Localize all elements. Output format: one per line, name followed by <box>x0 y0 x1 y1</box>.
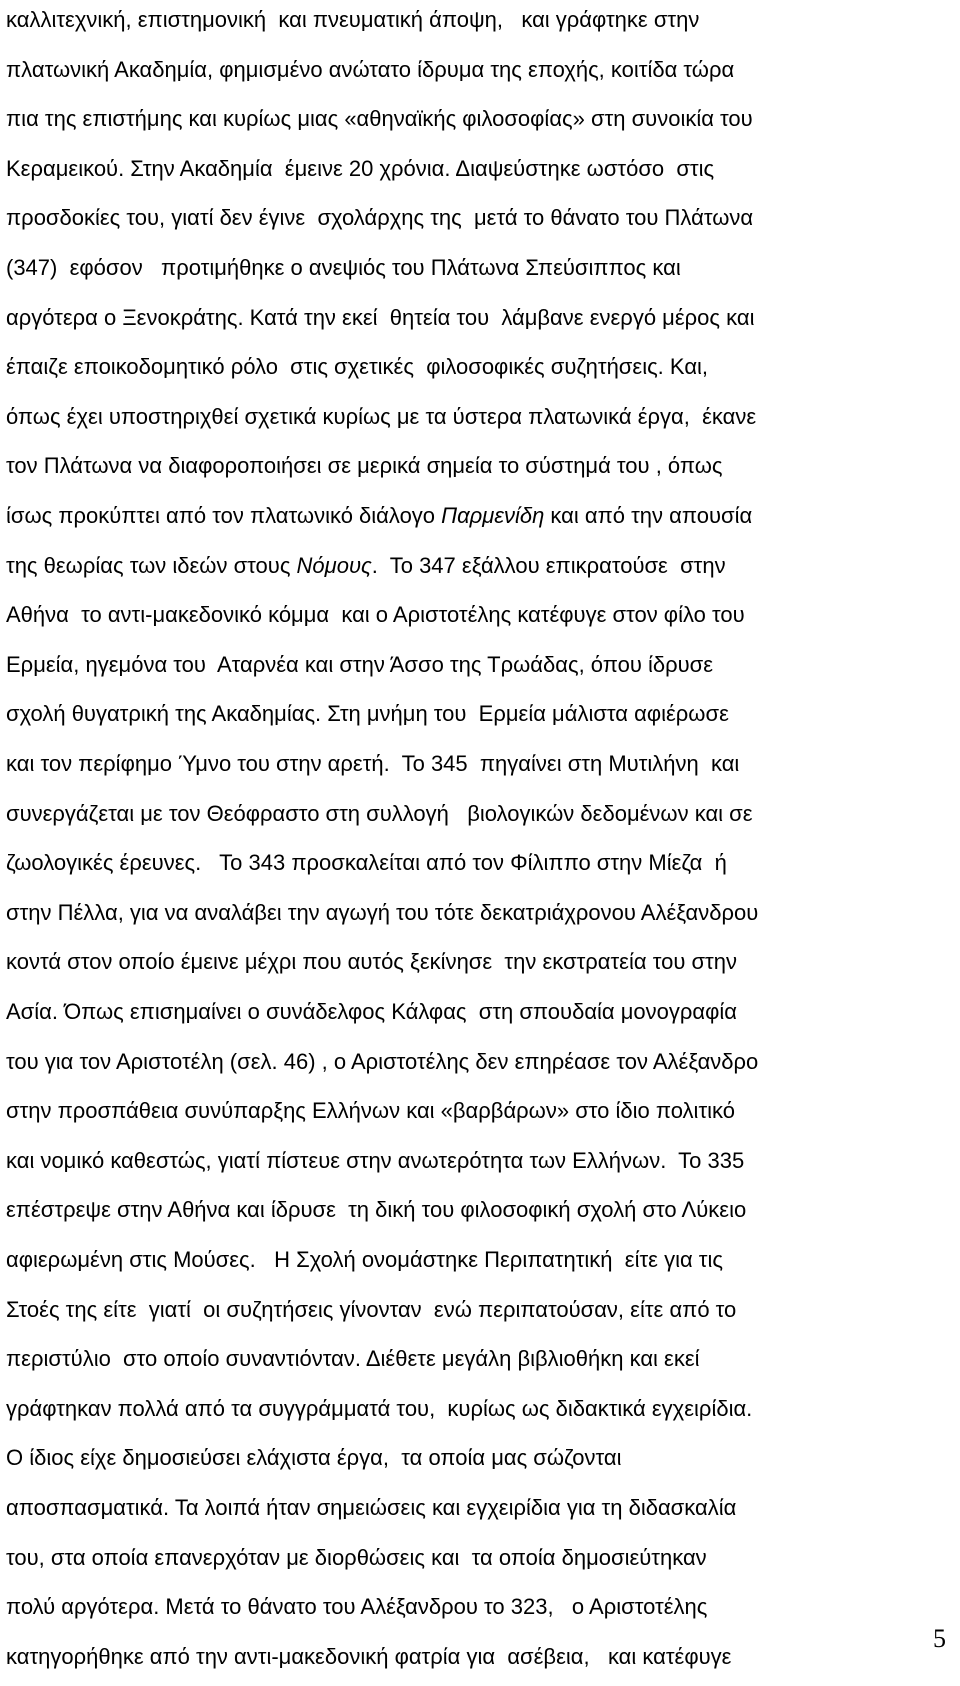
text-segment: . Το 347 εξάλλου επικρατούσε στην <box>371 552 726 578</box>
text-line: σχολή θυγατρική της Ακαδημίας. Στη μνήμη του Ερμεία μάλιστα αφιέρωσε <box>6 701 729 727</box>
text-line <box>6 502 752 530</box>
text-line: ζωολογικές έρευνες. Το 343 προσκαλείται από τον Φίλιππο στην Μίεζα ή <box>6 850 727 876</box>
text-line: και νομικό καθεστώς, γιατί πίστευε στην ανωτερότητα των Ελλήνων. Το 335 <box>6 1147 745 1173</box>
text-line: επέστρεψε στην Αθήνα και ίδρυσε τη δική του φιλοσοφική σχολή στο Λύκειο <box>6 1197 747 1223</box>
text-line: (347) εφόσον προτιμήθηκε ο ανεψιός του Πλάτωνα Σπεύσιππος και <box>6 255 681 280</box>
text-line: Ερμεία, ηγεμόνα του Αταρνέα και στην Άσσο της Τρωάδας, όπου ίδρυσε <box>6 651 714 677</box>
text-line: κοντά στον οποίο έμεινε μέχρι που αυτός ξεκίνησε την εκστρατεία του στην <box>6 949 737 975</box>
text-line: του για τον Αριστοτέλη (σελ. 46) , ο Αριστοτέλης δεν επηρέασε τον Αλέξανδρο <box>6 1048 759 1074</box>
text-line: στην Πέλλα, για να αναλάβει την αγωγή του τότε δεκατριάχρονου Αλέξανδρου <box>6 899 759 925</box>
text-line: αργότερα ο Ξενοκράτης. Κατά την εκεί θητεία του λάμβανε ενεργό μέρος και <box>6 304 755 330</box>
text-segment: της θεωρίας των ιδεών στους <box>6 552 297 578</box>
text-line <box>6 552 726 580</box>
text-line: περιστύλιο στο οποίο συναντιόνταν. Διέθετε μεγάλη βιβλιοθήκη και εκεί <box>6 1346 700 1372</box>
text-line: και τον περίφημο Ύμνο του στην αρετή. Το 345 πηγαίνει στη Μυτιλήνη και <box>6 751 740 776</box>
text-segment: ίσως προκύπτει από τον πλατωνικό διάλογο <box>6 503 442 528</box>
text-line: έπαιζε εποικοδομητικό ρόλο στις σχετικές φιλοσοφικές συζητήσεις. Και, <box>6 354 709 380</box>
text-line: γράφτηκαν πολλά από τα συγγράμματά του, κυρίως ως διδακτικά εγχειρίδια. <box>6 1395 753 1421</box>
text-line: πλατωνική Ακαδημία, φημισμένο ανώτατο ίδρυμα της εποχής, κοιτίδα τώρα <box>6 56 735 82</box>
text-line: Κεραμεικού. Στην Ακαδημία έμεινε 20 χρόνια. Διαψεύστηκε ωστόσο στις <box>6 155 715 181</box>
italic-title: Παρμενίδη <box>441 503 545 528</box>
text-line: Αθήνα το αντι-μακεδονικό κόμμα και ο Αριστοτέλης κατέφυγε στον φίλο του <box>6 602 745 628</box>
text-line: όπως έχει υποστηριχθεί σχετικά κυρίως με τα ύστερα πλατωνικά έργα, έκανε <box>6 403 757 429</box>
text-line: πια της επιστήμης και κυρίως μιας «αθηναϊκής φιλοσοφίας» στη συνοικία του <box>6 106 753 132</box>
text-line: πολύ αργότερα. Μετά το θάνατο του Αλέξανδρου το 323, ο Αριστοτέλης <box>6 1594 708 1620</box>
text-line: στην προσπάθεια συνύπαρξης Ελλήνων και «βαρβάρων» στο ίδιο πολιτικό <box>6 1098 735 1124</box>
text-line: προσδοκίες του, γιατί δεν έγινε σχολάρχης της μετά το θάνατο του Πλάτωνα <box>6 205 754 231</box>
text-line: αποσπασματικά. Τα λοιπά ήταν σημειώσεις και εγχειρίδια για τη διδασκαλία <box>6 1495 737 1520</box>
text-line: καλλιτεχνική, επιστημονική και πνευματική άποψη, και γράφτηκε στην <box>6 7 700 32</box>
text-line: Ασία. Όπως επισημαίνει ο συνάδελφος Κάλφας στη σπουδαία μονογραφία <box>6 999 738 1024</box>
text-line: τον Πλάτωνα να διαφοροποιήσει σε μερικά σημεία το σύστημά του , όπως <box>6 453 723 479</box>
page-number: 5 <box>933 1624 946 1653</box>
text-line: αφιερωμένη στις Μούσες. Η Σχολή ονομάστηκε Περιπατητική είτε για τις <box>6 1247 723 1272</box>
text-line: του, στα οποία επανερχόταν με διορθώσεις και τα οποία δημοσιεύτηκαν <box>6 1544 707 1570</box>
italic-title: Νόμους <box>296 552 372 578</box>
text-line: Ο ίδιος είχε δημοσιεύσει ελάχιστα έργα, τα οποία μας σώζονται <box>6 1445 622 1471</box>
text-line: συνεργάζεται με τον Θεόφραστο στη συλλογή βιολογικών δεδομένων και σε <box>6 800 753 826</box>
text-line: Στοές της είτε γιατί οι συζητήσεις γίνονταν ενώ περιπατούσαν, είτε από το <box>6 1296 737 1322</box>
text-line: κατηγορήθηκε από την αντι-μακεδονική φατρία για ασέβεια, και κατέφυγε <box>6 1643 732 1669</box>
text-segment: και από την απουσία <box>544 503 753 528</box>
